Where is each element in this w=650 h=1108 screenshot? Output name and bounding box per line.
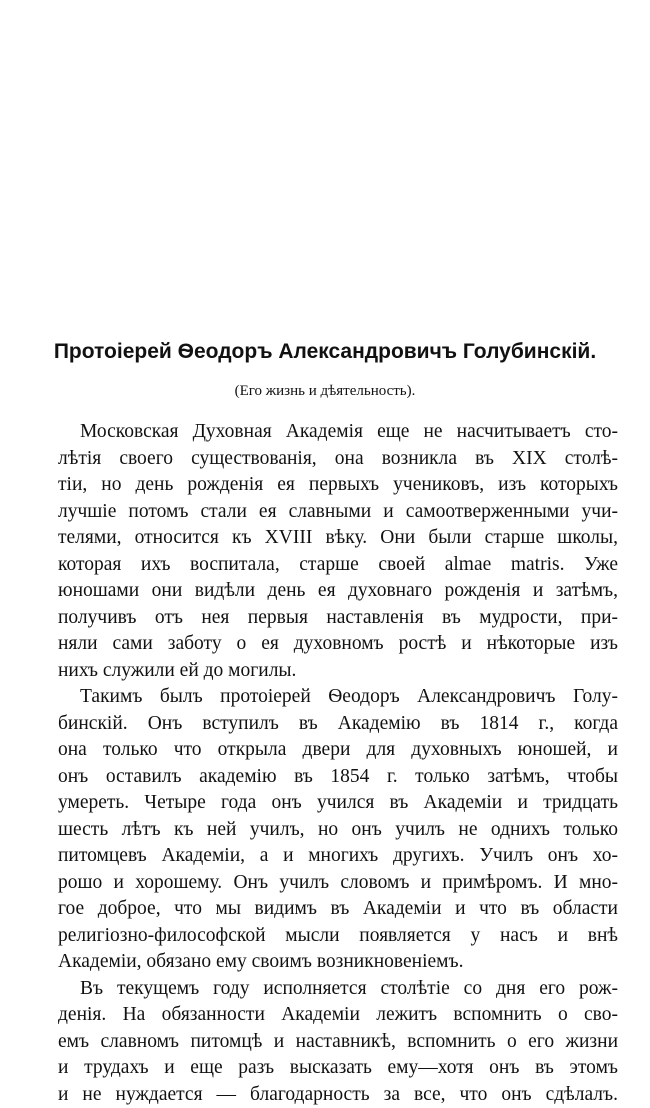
- text-line: онъ оставилъ академію въ 1854 г. только затѣмъ, чтобы: [58, 764, 618, 791]
- text-line: емъ славномъ питомцѣ и наставникѣ, вспомнить о его жизни: [58, 1029, 618, 1056]
- text-line: религіозно-философской мысли появляется у насъ и внѣ: [58, 923, 618, 950]
- paragraph: [58, 419, 618, 684]
- text-line: денія. На обязанности Академіи лежитъ вспомнить о сво-: [58, 1002, 618, 1029]
- text-line: рошо и хорошему. Онъ училъ словомъ и примѣромъ. И мно-: [58, 870, 618, 897]
- text-line: телями, относится къ XVIII вѣку. Они были старше школы,: [58, 525, 618, 552]
- text-line: которая ихъ воспитала, старше своей almae matris. Уже: [58, 552, 618, 579]
- text-line: тіи, но день рожденія ея первыхъ учениковъ, изъ которыхъ: [58, 472, 618, 499]
- text-line: Академіи, обязано ему своимъ возникновеніемъ.: [58, 949, 618, 976]
- text-line: юношами они видѣли день ея духовнаго рожденія и затѣмъ,: [58, 578, 618, 605]
- text-line: Въ текущемъ году исполняется столѣтіе со дня его рож-: [58, 976, 618, 1003]
- text-line: шесть лѣтъ къ ней училъ, но онъ училъ не однихъ только: [58, 817, 618, 844]
- text-line: нихъ служили ей до могилы.: [58, 658, 618, 685]
- text-line: гое доброе, что мы видимъ въ Академіи и что въ области: [58, 896, 618, 923]
- text-line: лучшіе потомъ стали ея славными и самоотверженными учи-: [58, 499, 618, 526]
- text-line: умереть. Четыре года онъ учился въ Академіи и тридцать: [58, 790, 618, 817]
- text-line: получивъ отъ нея первыя наставленія въ мудрости, при-: [58, 605, 618, 632]
- paragraph: [58, 976, 618, 1108]
- text-line: и трудахъ и еще разъ высказать ему—хотя онъ въ этомъ: [58, 1055, 618, 1082]
- paragraph: [58, 684, 618, 976]
- text-line: бинскій. Онъ вступилъ въ Академію въ 1814 г., когда: [58, 711, 618, 738]
- text-line: питомцевъ Академіи, а и многихъ другихъ. Училъ онъ хо-: [58, 843, 618, 870]
- article-title: Протоіерей Ѳеодоръ Александровичъ Голубинскій.: [0, 338, 650, 366]
- text-line: лѣтія своего существованія, она возникла въ XIX столѣ-: [58, 446, 618, 473]
- article-body: [58, 419, 618, 1108]
- text-line: Московская Духовная Академія еще не насчитываетъ сто-: [58, 419, 618, 446]
- text-line: она только что открыла двери для духовныхъ юношей, и: [58, 737, 618, 764]
- article-subtitle: (Его жизнь и дѣятельность).: [0, 381, 650, 401]
- text-line: няли сами заботу о ея духовномъ ростѣ и нѣкоторые изъ: [58, 631, 618, 658]
- text-line: и не нуждается — благодарность за все, что онъ сдѣлалъ.: [58, 1082, 618, 1108]
- text-line: Такимъ былъ протоіерей Ѳеодоръ Александровичъ Голу-: [58, 684, 618, 711]
